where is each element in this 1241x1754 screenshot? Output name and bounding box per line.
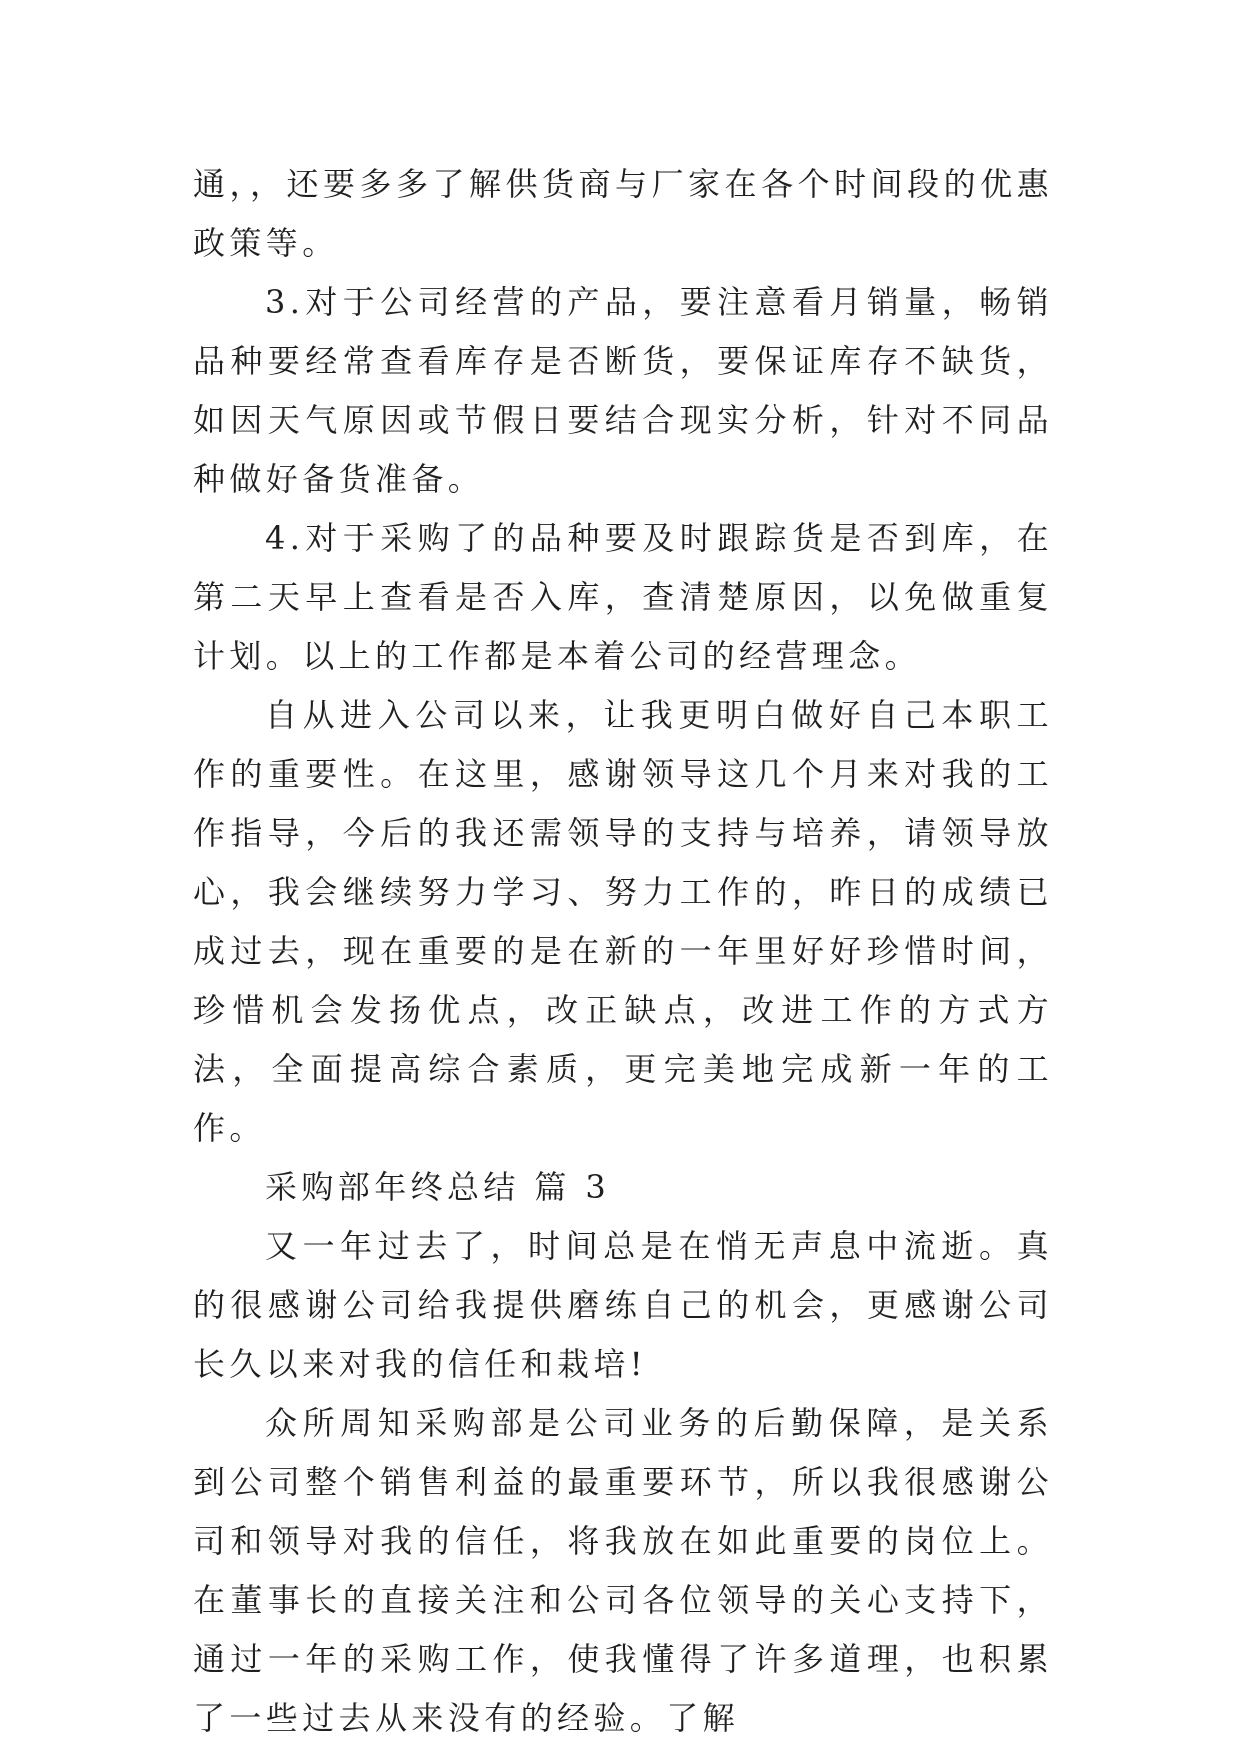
paragraph-intro: 又一年过去了，时间总是在悄无声息中流逝。真的很感谢公司给我提供磨练自己的机会，更感谢公司长久以来对我的信任和栽培! xyxy=(193,1227,1053,1383)
paragraph-item-3: 3.对于公司经营的产品，要注意看月销量，畅销品种要经常查看库存是否断货，要保证库存不缺货，如因天气原因或节假日要结合现实分析，针对不同品种做好备货准备。 xyxy=(193,283,1053,498)
paragraph-body: 众所周知采购部是公司业务的后勤保障，是关系到公司整个销售利益的最重要环节，所以我很感谢公司和领导对我的信任，将我放在如此重要的岗位上。在董事长的直接关注和公司各位领导的关心支持下，通过一年的采购工作，使我懂得了许多道理，也积累了一些过去从来没有的经验。了解 xyxy=(193,1404,1053,1737)
paragraph-continuation: 通，，还要多多了解供货商与厂家在各个时间段的优惠政策等。 xyxy=(193,165,1053,262)
section-heading: 采购部年终总结 篇 3 xyxy=(265,1168,611,1206)
document-body xyxy=(193,155,1053,1748)
paragraph-item-4: 4.对于采购了的品种要及时跟踪货是否到库，在第二天早上查看是否入库，查清楚原因，以免做重复计划。以上的工作都是本着公司的经营理念。 xyxy=(193,519,1053,675)
paragraph-conclusion: 自从进入公司以来，让我更明白做好自己本职工作的重要性。在这里，感谢领导这几个月来对我的工作指导，今后的我还需领导的支持与培养，请领导放心，我会继续努力学习、努力工作的，昨日的成绩已成过去，现在重要的是在新的一年里好好珍惜时间，珍惜机会发扬优点，改正缺点，改进工作的方式方法，全面提高综合素质，更完美地完成新一年的工作。 xyxy=(193,696,1053,1147)
